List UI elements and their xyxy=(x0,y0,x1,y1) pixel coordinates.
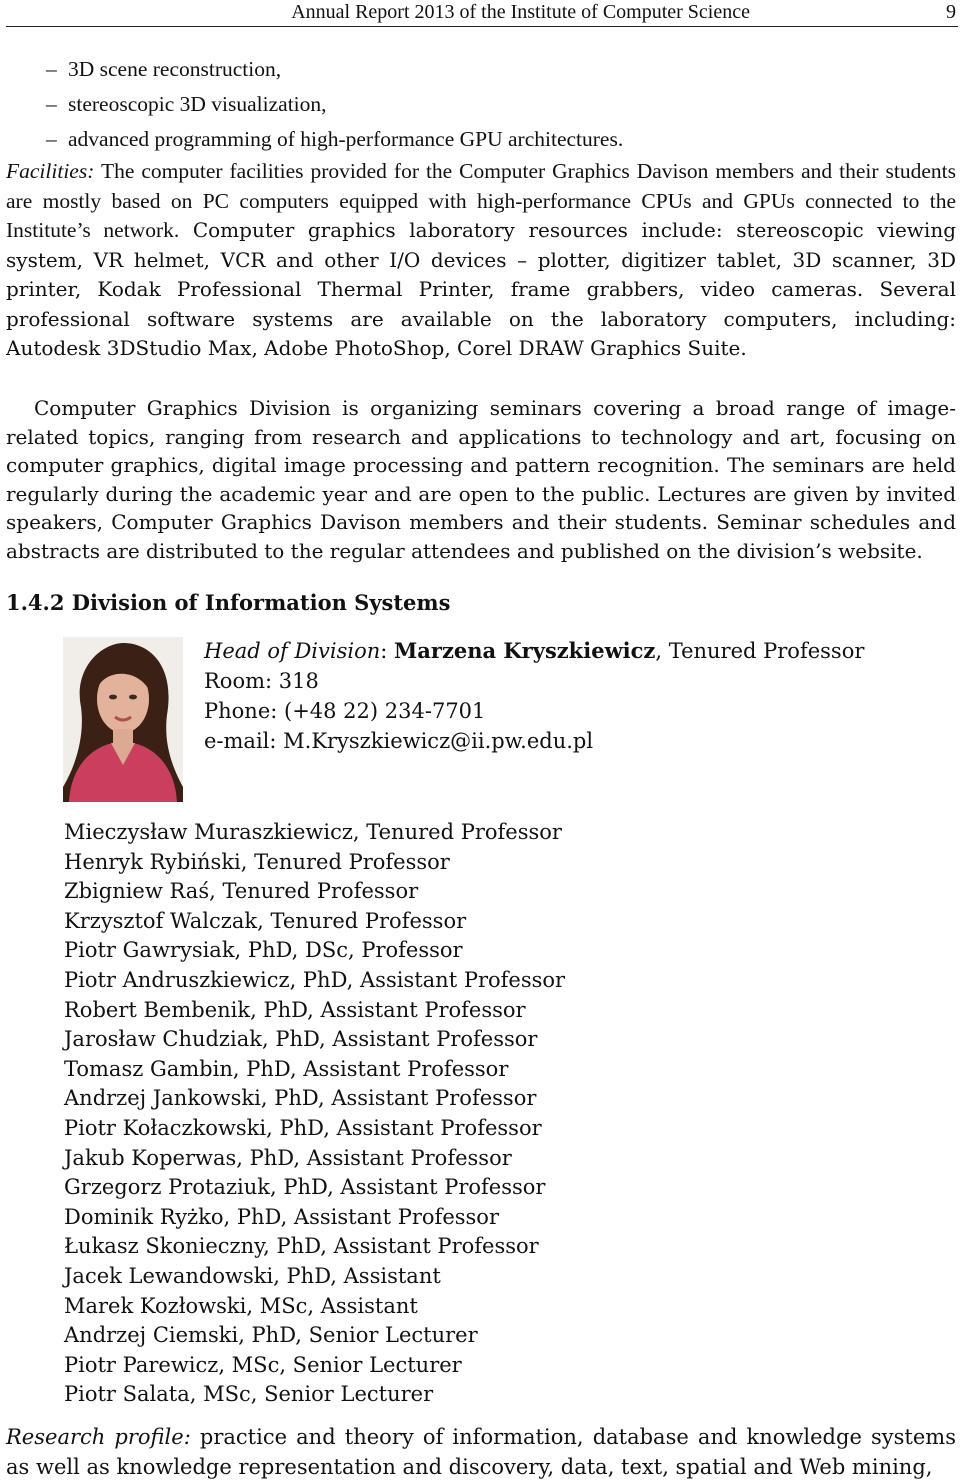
staff-member: Piotr Gawrysiak, PhD, DSc, Professor xyxy=(64,938,463,963)
staff-member: Grzegorz Protaziuk, PhD, Assistant Professor xyxy=(64,1175,546,1200)
head-of-division-info xyxy=(204,636,864,756)
staff-member: Piotr Parewicz, MSc, Senior Lecturer xyxy=(64,1352,462,1377)
staff-member: Henryk Rybiński, Tenured Professor xyxy=(64,849,450,874)
staff-list xyxy=(64,818,565,1410)
staff-member: Andrzej Ciemski, PhD, Senior Lecturer xyxy=(64,1323,478,1348)
staff-member: Andrzej Jankowski, PhD, Assistant Professor xyxy=(64,1086,537,1111)
staff-member: Piotr Salata, MSc, Senior Lecturer xyxy=(64,1382,434,1407)
staff-member: Tomasz Gambin, PhD, Assistant Professor xyxy=(64,1056,509,1081)
running-title: Annual Report 2013 of the Institute of Computer Science xyxy=(291,1,750,23)
staff-member: Piotr Andruszkiewicz, PhD, Assistant Professor xyxy=(64,967,566,992)
seminars-paragraph: Computer Graphics Division is organizing seminars covering a broad range of image-related topics, ranging from research and applications to technology and art, focusing on computer graphics, digital image processing and pattern recognition. The seminars are held regularly during the academic year and are open to the public. Lectures are given by invited speakers, Computer Graphics Davison members and their students. Seminar schedules and abstracts are distributed to the regular attendees and published on the division’s website. xyxy=(6,396,956,563)
head-portrait-photo xyxy=(63,637,183,802)
staff-member: Marek Kozłowski, MSc, Assistant xyxy=(64,1293,418,1318)
staff-member: Jarosław Chudziak, PhD, Assistant Professor xyxy=(64,1027,538,1052)
staff-member: Łukasz Skonieczny, PhD, Assistant Professor xyxy=(64,1234,539,1259)
facilities-text-2: Computer graphics laboratory resources include: stereoscopic viewing system, VR helmet, VCR and other I/O devices – plotter, digitizer tablet, 3D scanner, 3D printer, Kodak Professional Thermal Printer, frame grabbers, video cameras. Several professional software systems are available on the laboratory computers, including: Autodesk 3DStudio Max, Adobe PhotoShop, Corel DRAW Graphics Suite. xyxy=(6,218,956,360)
list-item xyxy=(46,52,623,87)
research-profile-label: Research profile: xyxy=(6,1425,191,1449)
list-item-text: stereoscopic 3D visualization, xyxy=(68,92,327,116)
list-item-text: advanced programming of high-performance GPU architectures. xyxy=(68,127,624,151)
staff-member: Mieczysław Muraszkiewicz, Tenured Professor xyxy=(64,820,562,844)
staff-member: Krzysztof Walczak, Tenured Professor xyxy=(64,908,467,933)
research-profile-text: practice and theory of information, database and knowledge systems as well as knowledge representation and discovery, data, text, spatial and Web mining, xyxy=(6,1425,956,1479)
list-item xyxy=(46,87,623,122)
research-profile-paragraph xyxy=(6,1422,956,1482)
staff-member: Zbigniew Raś, Tenured Professor xyxy=(64,879,419,904)
head-label: Head of Division xyxy=(204,639,381,663)
page-number: 9 xyxy=(946,1,956,23)
facilities-paragraph xyxy=(6,157,956,364)
head-separator: : xyxy=(380,639,395,663)
list-item-text: 3D scene reconstruction, xyxy=(68,57,282,81)
head-email: e-mail: M.Kryszkiewicz@ii.pw.edu.pl xyxy=(204,729,594,753)
staff-member: Jacek Lewandowski, PhD, Assistant xyxy=(64,1263,441,1288)
staff-member: Jakub Koperwas, PhD, Assistant Professor xyxy=(64,1145,512,1170)
staff-member: Dominik Ryżko, PhD, Assistant Professor xyxy=(64,1204,499,1229)
staff-member: Robert Bembenik, PhD, Assistant Professor xyxy=(64,997,526,1022)
head-name: Marzena Kryszkiewicz xyxy=(394,638,656,663)
dash-marker: – xyxy=(46,127,57,151)
facilities-label: Facilities: xyxy=(6,159,95,183)
dash-marker: – xyxy=(46,92,57,116)
head-phone: Phone: (+48 22) 234-7701 xyxy=(204,699,486,723)
head-room: Room: 318 xyxy=(204,669,319,693)
head-of-division-line xyxy=(204,636,864,666)
staff-member: Piotr Kołaczkowski, PhD, Assistant Professor xyxy=(64,1115,542,1140)
section-heading: 1.4.2 Division of Information Systems xyxy=(6,590,451,615)
facilities-text-1: The computer facilities provided for the Computer Graphics Davison members and their students are mostly based on PC computers equipped with high-performance CPUs and GPUs connected to the Institute’s network. xyxy=(6,159,956,242)
head-title: , Tenured Professor xyxy=(655,639,865,663)
dash-marker: – xyxy=(46,57,57,81)
page-header xyxy=(6,0,958,27)
topic-list xyxy=(46,52,623,157)
list-item xyxy=(46,122,623,157)
